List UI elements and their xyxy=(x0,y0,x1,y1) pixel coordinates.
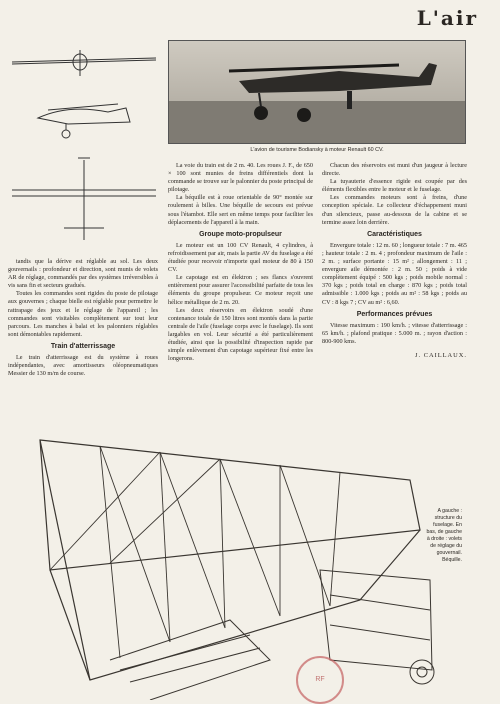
aircraft-photo xyxy=(168,40,466,144)
paragraph: Le train d'atterrissage est du système à roues indépendantes, avec amortisseurs oléopneumatiques Messier de 130 m/m de course. xyxy=(8,354,158,378)
paragraph: Le moteur est un 100 CV Renault, 4 cylindres, à refroidissement par air, mais la partie AV du fuselage a été étudiée pour recevoir n'importe quel moteur de 80 à 150 CV. xyxy=(168,241,313,274)
text-column-2 xyxy=(168,162,313,363)
paragraph: La tuyauterie d'essence rigide est coupée par des éléments flexibles entre le moteur et le fuselage. xyxy=(322,178,467,194)
paragraph: Les deux réservoirs en élektron soudé d'une contenance totale de 150 litres sont montés dans la partie centrale de l'aile (fuselage corps avec le fuselage). Ils sont largables en vol. Leur sécurité a été particulièrement étudiée, ainsi que la possibilité d'inspection rapide par simple enlèvement d'un capotage supérieur fixé entre les longerons. xyxy=(168,306,313,363)
paragraph: Les commandes moteurs sont à freins, d'une conception spéciale. Le collecteur d'échappement muni d'un silencieux, passe au-dessous de la cabine et se termine assez loin derrière. xyxy=(322,194,467,226)
fuselage-structure-drawing xyxy=(30,420,450,700)
text-column-3 xyxy=(322,162,467,360)
section-heading: Caractéristiques xyxy=(367,230,422,238)
masthead: L'air xyxy=(416,6,478,30)
section-heading: Groupe moto-propulseur xyxy=(199,230,282,238)
author-signature: J. CAILLAUX. xyxy=(415,351,467,359)
paragraph: Chacun des réservoirs est muni d'un jaugeur à lecture directe. xyxy=(322,162,467,178)
paragraph: La voie du train est de 2 m. 40. Les roues J. F., de 650 × 100 sont munies de freins différentiels dont la commande se trouve sur le palonnier du poste principal de pilotage. xyxy=(168,162,313,194)
paragraph: Vitesse maximum : 190 km/h. ; vitesse d'atterrissage : 65 km/h. ; plafond pratique : 5.000 m. ; rayon d'action : 800-900 kms. xyxy=(322,321,467,345)
library-stamp: RF xyxy=(296,656,344,704)
paragraph: Le capotage est en élektron ; ses flancs s'ouvrent entièrement pour assurer l'accessibilité parfaite de tous les éléments du groupe propulseur. Ce moteur reçoit une hélice métallique de 2 m. 20. xyxy=(168,274,313,306)
paragraph: tandis que la dérive est réglable au sol. Les deux gouvernails : profondeur et direction, sont munis de volets AR de réglage, commandés par des systèmes irréversibles à vis sans fin et secteurs gradués. xyxy=(8,258,158,290)
paragraph: Envergure totale : 12 m. 60 ; longueur totale : 7 m. 465 ; hauteur totale : 2 m. 4 ; profondeur maximum de l'aile : 2 m. ; surface portante : 15 m² ; allongement : 11 ; envergure aile démontée : 2 m. 50 ; poids à vide complètement équipé : 500 kgs ; poids mobile normal : 370 kgs ; poids total en charge : 870 kgs ; poids total admissible : 1.000 kgs ; poids au m² : 58 kgs ; poids au CV : 8 kgs 7 ; CV au m² : 6,60. xyxy=(322,241,467,306)
three-view-drawings xyxy=(8,40,164,246)
figure-caption: A gauche : structure du fuselage. En bas, de gauche à droite : volets de réglage du gouvernail. Béquille. xyxy=(426,508,462,563)
section-heading: Train d'atterrissage xyxy=(50,342,116,350)
photo-caption: L'avion de tourisme Bodiansky à moteur Renault 60 CV. xyxy=(250,147,384,153)
section-heading: Performances prévues xyxy=(356,310,433,318)
paragraph: Toutes les commandes sont rigides du poste de pilotage aux gouvernes ; chaque bielle est réglable pour permettre le rattrapage des jeux et le réglage de l'appareil ; les commandes sont visitables complètement sur tout leur parcours. Les manches à balai et les palonniers réglables sont démontables rapidement. xyxy=(8,290,158,338)
text-column-1 xyxy=(8,258,158,378)
paragraph: La béquille est à roue orientable de 90° montée sur roulement à billes. Une béquille de secours est prévue sous l'étambot. Elle sert en même temps pour faciliter les déplacements de l'appareil à la main. xyxy=(168,194,313,226)
